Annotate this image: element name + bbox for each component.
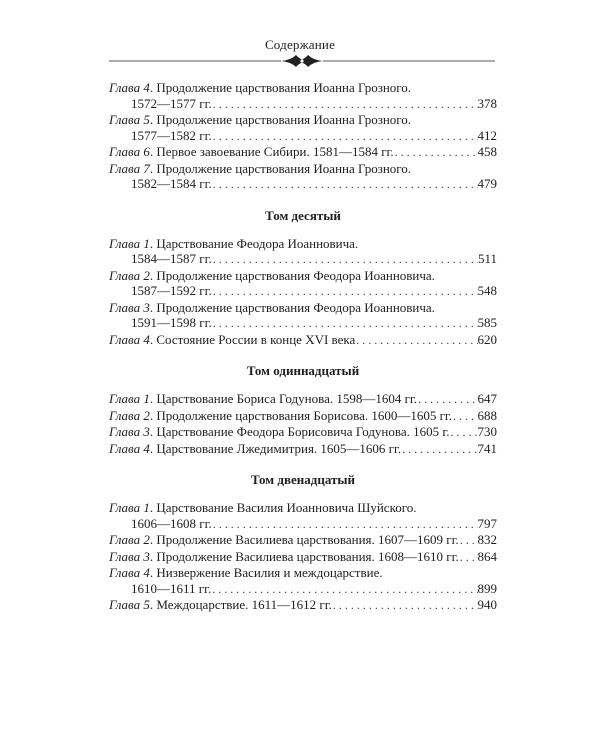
toc-entry	[109, 549, 497, 566]
entry-first-line: Глава 3. Продолжение царствования Феодора Иоанновича.	[109, 299, 435, 315]
page-number: 940	[477, 597, 497, 612]
chapter-number: 4	[140, 331, 150, 347]
date-range: 1587—1592 гг.	[131, 283, 212, 298]
entry-line	[109, 408, 497, 425]
entry-text: Глава 4. Царствование Лжедимитрия. 1605—1606 гг.	[109, 440, 402, 456]
entry-second-line	[109, 128, 497, 145]
chapter-number: 3	[140, 548, 150, 564]
entry-line	[109, 441, 497, 458]
date-range: 1582—1584 гг.	[131, 176, 212, 191]
volume-title: Том одиннадцатый	[246, 363, 360, 378]
page-number: 412	[477, 127, 497, 143]
chapter-number: 2	[140, 532, 150, 547]
chapter-title: Продолжение царствования Феодора Иоанновича.	[156, 267, 435, 283]
toc-entry	[109, 80, 497, 112]
toc-entry	[109, 112, 497, 144]
chapter-number: 2	[140, 267, 150, 283]
dot-leader	[212, 97, 478, 113]
page-number: 620	[477, 331, 497, 347]
date-range: 1572—1577 гг.	[131, 95, 212, 111]
chapter-title: Продолжение царствования Иоанна Грозного.	[156, 112, 412, 127]
toc-entry	[109, 268, 497, 300]
page-number: 548	[477, 283, 497, 298]
page-number: 832	[477, 532, 497, 547]
chapter-number: 1	[140, 500, 150, 515]
entry-text: Глава 1. Царствование Бориса Годунова. 1598—1604 гг.	[109, 391, 418, 406]
chapter-title: Продолжение царствования Иоанна Грозного.	[156, 160, 412, 176]
chapter-word: Глава	[109, 565, 141, 580]
chapter-label	[109, 144, 150, 159]
chapter-word: Глава	[109, 500, 141, 515]
entry-line	[109, 332, 497, 349]
chapter-title: Низвержение Василия и междоцарствие.	[156, 565, 383, 580]
entry-second-line	[109, 581, 497, 598]
entry-text: Глава 6. Первое завоевание Сибири. 1581—1584 гг.	[109, 144, 394, 159]
chapter-number: 3	[140, 424, 150, 439]
chapter-label	[109, 500, 150, 515]
chapter-label	[109, 112, 150, 127]
running-head: Содержание	[264, 37, 336, 52]
chapter-title: Царствование Лжедимитрия. 1605—1606 гг.	[156, 440, 402, 456]
chapter-word: Глава	[109, 548, 141, 564]
dot-leader	[452, 409, 477, 425]
chapter-title: Царствование Василия Иоанновича Шуйского.	[156, 500, 417, 515]
date-range: 1577—1582 гг.	[131, 127, 212, 143]
chapter-title: Первое завоевание Сибири. 1581—1584 гг.	[156, 144, 394, 159]
page-number: 458	[477, 144, 497, 159]
entry-text: Глава 2. Продолжение Василиева царствования. 1607—1609 гг.	[109, 532, 459, 547]
chapter-title: Продолжение царствования Иоанна Грозного.	[156, 80, 412, 95]
ornament-divider	[109, 54, 495, 68]
entry-second-line	[109, 251, 497, 268]
dot-leader	[459, 533, 478, 549]
dot-leader	[212, 284, 478, 300]
chapter-number: 3	[140, 299, 150, 315]
entry-second-line	[109, 283, 497, 300]
chapter-label	[109, 424, 150, 439]
chapter-label	[109, 268, 150, 283]
dot-leader	[212, 129, 478, 145]
chapter-title: Царствование Феодора Борисовича Годунова. 1605 г.	[156, 424, 450, 439]
page-number: 864	[477, 548, 497, 564]
toc-entry	[109, 565, 497, 597]
chapter-word: Глава	[109, 597, 141, 612]
chapter-title: Продолжение царствования Феодора Иоанновича.	[156, 299, 435, 315]
chapter-label	[109, 532, 150, 547]
chapter-label	[109, 597, 150, 612]
toc-entry	[109, 408, 497, 425]
entry-second-line	[109, 315, 497, 332]
entry-line	[109, 391, 497, 408]
entry-second-line	[109, 96, 497, 113]
entry-text: Глава 4. Состояние России в конце XVI века	[109, 331, 356, 347]
entry-first-line: Глава 1. Царствование Феодора Иоанновича.	[109, 235, 359, 251]
chapter-number: 7	[140, 160, 150, 176]
toc-entry	[109, 332, 497, 349]
dot-leader	[332, 598, 478, 614]
chapter-number: 4	[140, 80, 150, 95]
chapter-label	[109, 565, 150, 580]
chapter-word: Глава	[109, 235, 141, 251]
chapter-label	[109, 549, 150, 564]
chapter-word: Глава	[109, 331, 141, 347]
entry-line	[109, 144, 497, 161]
page-number: 688	[477, 407, 497, 423]
page-number: 511	[477, 251, 497, 266]
entry-line	[109, 549, 497, 566]
chapter-number: 1	[140, 235, 150, 251]
dot-leader	[459, 550, 478, 566]
toc-entry	[109, 300, 497, 332]
dot-leader	[394, 145, 478, 161]
volume-title: Том десятый	[265, 207, 341, 223]
dot-leader	[417, 392, 477, 408]
chapter-word: Глава	[109, 112, 141, 127]
toc-entry	[109, 500, 497, 532]
volume-title: Том двенадцатый	[250, 472, 356, 487]
toc-entry	[109, 161, 497, 193]
chapter-word: Глава	[109, 440, 141, 456]
chapter-title: Царствование Бориса Годунова. 1598—1604 гг.	[156, 391, 418, 406]
toc-entry	[109, 441, 497, 458]
entry-text: Глава 5. Междоцарствие. 1611—1612 гг.	[109, 597, 332, 612]
chapter-word: Глава	[109, 299, 141, 315]
chapter-number: 6	[140, 144, 150, 159]
dot-leader	[212, 252, 478, 268]
entry-line	[109, 597, 497, 614]
entry-first-line: Глава 4. Продолжение царствования Иоанна Грозного.	[109, 80, 412, 95]
dot-leader	[355, 333, 477, 349]
date-range: 1606—1608 гг.	[131, 515, 212, 531]
chapter-label	[109, 80, 150, 95]
page-number: 585	[477, 315, 497, 330]
chapter-label	[109, 332, 150, 347]
entry-line	[109, 532, 497, 549]
chapter-title: Продолжение Василиева царствования. 1608—1610 гг.	[156, 548, 459, 564]
toc-entry	[109, 391, 497, 408]
chapter-word: Глава	[109, 144, 141, 159]
chapter-word: Глава	[109, 532, 141, 547]
chapter-word: Глава	[109, 424, 141, 439]
dot-leader	[401, 442, 477, 458]
page-number: 899	[477, 580, 497, 596]
chapter-word: Глава	[109, 160, 141, 176]
chapter-label	[109, 161, 150, 176]
chapter-number: 5	[140, 112, 150, 127]
entry-text: Глава 3. Царствование Феодора Борисовича Годунова. 1605 г.	[109, 424, 450, 439]
chapter-number: 4	[140, 440, 150, 456]
chapter-title: Междоцарствие. 1611—1612 гг.	[156, 597, 332, 612]
date-range: 1610—1611 гг.	[131, 580, 212, 596]
page-number: 797	[477, 515, 497, 531]
chapter-number: 4	[140, 565, 150, 580]
chapter-number: 2	[140, 407, 150, 423]
entry-first-line: Глава 7. Продолжение царствования Иоанна Грозного.	[109, 160, 412, 176]
chapter-label	[109, 408, 150, 423]
page-number: 730	[477, 424, 497, 439]
table-of-contents	[109, 80, 497, 614]
chapter-label	[109, 236, 150, 251]
chapter-title: Состояние России в конце XVI века	[156, 331, 356, 347]
chapter-number: 5	[140, 597, 150, 612]
page-number: 647	[477, 391, 497, 406]
dot-leader	[211, 582, 477, 598]
page-number: 378	[477, 95, 497, 111]
toc-entry	[109, 597, 497, 614]
entry-first-line: Глава 1. Царствование Василия Иоанновича Шуйского.	[109, 500, 417, 515]
entry-text: Глава 3. Продолжение Василиева царствования. 1608—1610 гг.	[109, 548, 459, 564]
chapter-label	[109, 441, 150, 456]
date-range: 1584—1587 гг.	[131, 251, 212, 266]
date-range: 1591—1598 гг.	[131, 315, 212, 330]
toc-entry	[109, 532, 497, 549]
toc-entry	[109, 424, 497, 441]
chapter-title: Продолжение Василиева царствования. 1607—1609 гг.	[156, 532, 459, 547]
chapter-label	[109, 391, 150, 406]
chapter-label	[109, 300, 150, 315]
chapter-word: Глава	[109, 391, 141, 406]
entry-first-line: Глава 5. Продолжение царствования Иоанна Грозного.	[109, 112, 412, 127]
entry-second-line	[109, 516, 497, 533]
dot-leader	[212, 177, 478, 193]
chapter-word: Глава	[109, 267, 141, 283]
toc-entry	[109, 236, 497, 268]
entry-line	[109, 424, 497, 441]
chapter-word: Глава	[109, 80, 141, 95]
dot-leader	[212, 517, 478, 533]
dot-leader	[212, 316, 478, 332]
page-number: 479	[477, 176, 497, 191]
entry-text: Глава 2. Продолжение царствования Борисова. 1600—1605 гг.	[109, 407, 453, 423]
dot-leader	[450, 425, 478, 441]
entry-first-line: Глава 2. Продолжение царствования Феодора Иоанновича.	[109, 267, 435, 283]
chapter-title: Царствование Феодора Иоанновича.	[156, 235, 359, 251]
chapter-title: Продолжение царствования Борисова. 1600—1605 гг.	[156, 407, 453, 423]
page-number: 741	[477, 440, 497, 456]
chapter-word: Глава	[109, 407, 141, 423]
entry-second-line	[109, 176, 497, 193]
toc-entry	[109, 144, 497, 161]
chapter-number: 1	[140, 391, 150, 406]
entry-first-line: Глава 4. Низвержение Василия и междоцарствие.	[109, 565, 383, 580]
